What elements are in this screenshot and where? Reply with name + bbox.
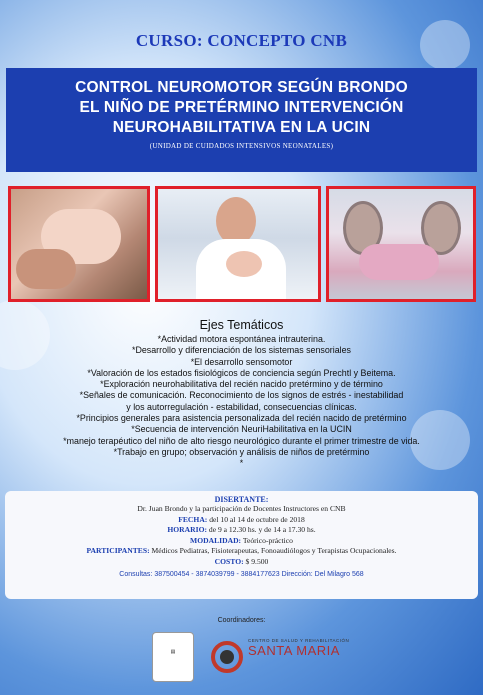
ejes-item: *Principios generales para asistencia personalizada del recién nacido de pretérmino	[76, 413, 407, 424]
ejes-item: *Señales de comunicación. Reconocimiento de los signos de estrés - inestabilidad	[79, 390, 404, 401]
photo-incubator	[326, 186, 476, 302]
ejes-item: *Desarrollo y diferenciación de los sistemas sensoriales	[131, 345, 351, 356]
banner-subtitle: (UNIDAD DE CUIDADOS INTENSIVOS NEONATALES)	[149, 142, 334, 150]
title-banner	[6, 68, 477, 172]
ejes-item: *	[239, 458, 244, 469]
modalidad-value: Teórico-práctico	[242, 535, 293, 545]
disertante-value: Dr. Juan Brondo y la participación de Docentes Instructores en CNB	[137, 504, 346, 513]
ejes-item: *Secuencia de intervención NeuriHabilitativa en la UCIN	[131, 424, 352, 435]
fecha-row	[5, 515, 478, 526]
ejes-item: *Actividad motora espontánea intrauterina.	[157, 334, 326, 344]
ejes-item: *Exploración neurohabilitativa del recién nacido pretérmino y de término	[100, 379, 383, 390]
photo-baby-hands	[8, 186, 150, 302]
ejes-item: y los autorregulación - estabilidad, consecuencias clínicas.	[126, 401, 357, 412]
info-box	[5, 491, 478, 599]
contact-line: Consultas: 387500454 - 3874039799 - 3884177623 Dirección: Del Milagro 568	[119, 570, 364, 578]
coordinadores-label: Coordinadores:	[217, 617, 266, 624]
santa-maria-emblem-icon	[210, 640, 244, 674]
fecha-value: del 10 al 14 de octubre de 2018	[209, 514, 305, 524]
horario-row	[5, 525, 478, 536]
ejes-item: *Valoración de los estados fisiológicos de conciencia según Prechtl y Beitema.	[87, 367, 396, 378]
fecha-label: FECHA:	[178, 514, 208, 524]
santa-maria-top-text: CENTRO DE SALUD Y REHABILITACIÓN	[248, 638, 350, 643]
costo-label: COSTO:	[214, 556, 244, 566]
institution-logo	[152, 632, 194, 682]
participantes-value: Médicos Pediatras, Fisioterapeutas, Fonoaudiólogos y Terapistas Ocupacionales.	[151, 546, 397, 556]
participantes-row	[5, 546, 478, 557]
modalidad-label: MODALIDAD:	[190, 535, 242, 545]
santa-maria-brand: SANTA MARIA	[248, 643, 340, 658]
photo-doctor-with-baby	[155, 186, 321, 302]
costo-row	[5, 557, 478, 568]
modalidad-row	[5, 536, 478, 547]
banner-line-2: EL NIÑO DE PRETÉRMINO INTERVENCIÓN	[79, 99, 404, 116]
horario-label: HORARIO:	[167, 525, 207, 535]
logo-mark-icon: ▤	[170, 649, 176, 655]
banner-line-3: NEUROHABILITATIVA EN LA UCIN	[112, 119, 371, 136]
course-title: CURSO: CONCEPTO CNB	[135, 31, 348, 50]
ejes-item: *Trabajo en grupo; observación y análisis de niños de pretérmino	[113, 446, 370, 457]
costo-value: $ 9.500	[245, 556, 269, 566]
ejes-item: *manejo terapéutico del niño de alto riesgo neurológico durante el primer trimestre de vida.	[63, 435, 420, 446]
participantes-label: PARTICIPANTES:	[86, 546, 150, 556]
horario-value: de 9 a 12.30 hs. y de 14 a 17.30 hs.	[208, 525, 316, 535]
disertante-label: DISERTANTE:	[214, 495, 269, 504]
banner-line-1: CONTROL NEUROMOTOR SEGÚN BRONDO	[75, 79, 408, 96]
ejes-list	[0, 334, 483, 470]
santa-maria-logo	[210, 638, 360, 678]
ejes-heading: Ejes Temáticos	[199, 318, 284, 332]
ejes-item: *El desarrollo sensomotor	[190, 356, 293, 367]
